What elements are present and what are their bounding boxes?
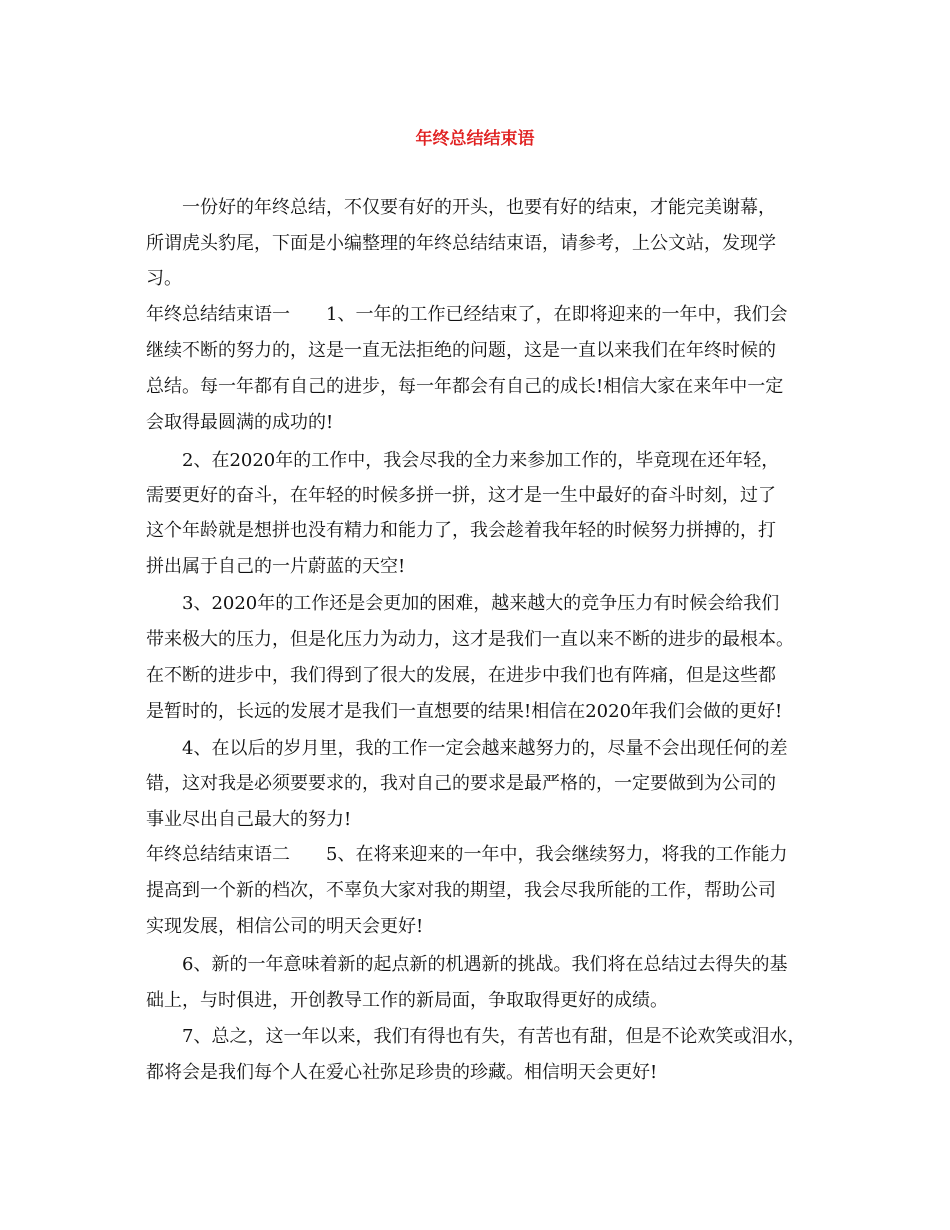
- text-line: 3、2020年的工作还是会更加的困难，越来越大的竞争压力有时候会给我们: [182, 593, 780, 614]
- text-line: 4、在以后的岁月里，我的工作一定会越来越努力的，尽量不会出现任何的差: [182, 738, 788, 759]
- text-line: 实现发展，相信公司的明天会更好!: [146, 916, 424, 937]
- text-line: 这个年龄就是想拼也没有精力和能力了，我会趁着我年轻的时候努力拼搏的，打: [146, 520, 776, 541]
- text-line: 错，这对我是必须要要求的，我对自己的要求是最严格的，一定要做到为公司的: [146, 773, 776, 794]
- text-line: 习。: [146, 268, 182, 289]
- text-line: 继续不断的努力的，这是一直无法拒绝的问题，这是一直以来我们在年终时候的: [146, 340, 776, 361]
- text-line: 拼出属于自己的一片蔚蓝的天空!: [146, 556, 406, 577]
- text-line: 事业尽出自己最大的努力!: [146, 809, 352, 830]
- text-line: 在不断的进步中，我们得到了很大的发展，在进步中我们也有阵痛，但是这些都: [146, 665, 776, 686]
- text-line: 年终总结结束语二 5、在将来迎来的一年中，我会继续努力，将我的工作能力: [146, 844, 788, 865]
- text-line: 提高到一个新的档次，不辜负大家对我的期望，我会尽我所能的工作，帮助公司: [146, 880, 776, 901]
- text-line: 会取得最圆满的成功的!: [146, 412, 334, 433]
- text-line: 2、在2020年的工作中，我会尽我的全力来参加工作的，毕竟现在还年轻，: [182, 450, 780, 471]
- text-line: 础上，与时俱进，开创教导工作的新局面，争取取得更好的成绩。: [146, 990, 668, 1011]
- text-line: 是暂时的，长远的发展才是我们一直想要的结果!相信在2020年我们会做的更好!: [146, 701, 783, 722]
- text-line: 年终总结结束语一 1、一年的工作已经结束了，在即将迎来的一年中，我们会: [146, 304, 788, 325]
- text-line: 总结。每一年都有自己的进步，每一年都会有自己的成长!相信大家在来年中一定: [146, 376, 784, 397]
- text-line: 带来极大的压力，但是化压力为动力，这才是我们一直以来不断的进步的最根本。: [146, 629, 794, 650]
- text-line: 都将会是我们每个人在爱心社弥足珍贵的珍藏。相信明天会更好!: [146, 1062, 658, 1083]
- text-line: 7、总之，这一年以来，我们有得也有失，有苦也有甜，但是不论欢笑或泪水，: [182, 1026, 806, 1047]
- text-line: 6、新的一年意味着新的起点新的机遇新的挑战。我们将在总结过去得失的基: [182, 954, 788, 975]
- text-line: 需要更好的奋斗，在年轻的时候多拼一拼，这才是一生中最好的奋斗时刻，过了: [146, 485, 776, 506]
- text-line: 一份好的年终总结，不仅要有好的开头，也要有好的结束，才能完美谢幕，: [182, 197, 776, 218]
- document-title: 年终总结结束语: [415, 129, 535, 149]
- text-line: 所谓虎头豹尾，下面是小编整理的年终总结结束语，请参考，上公文站，发现学: [146, 233, 776, 254]
